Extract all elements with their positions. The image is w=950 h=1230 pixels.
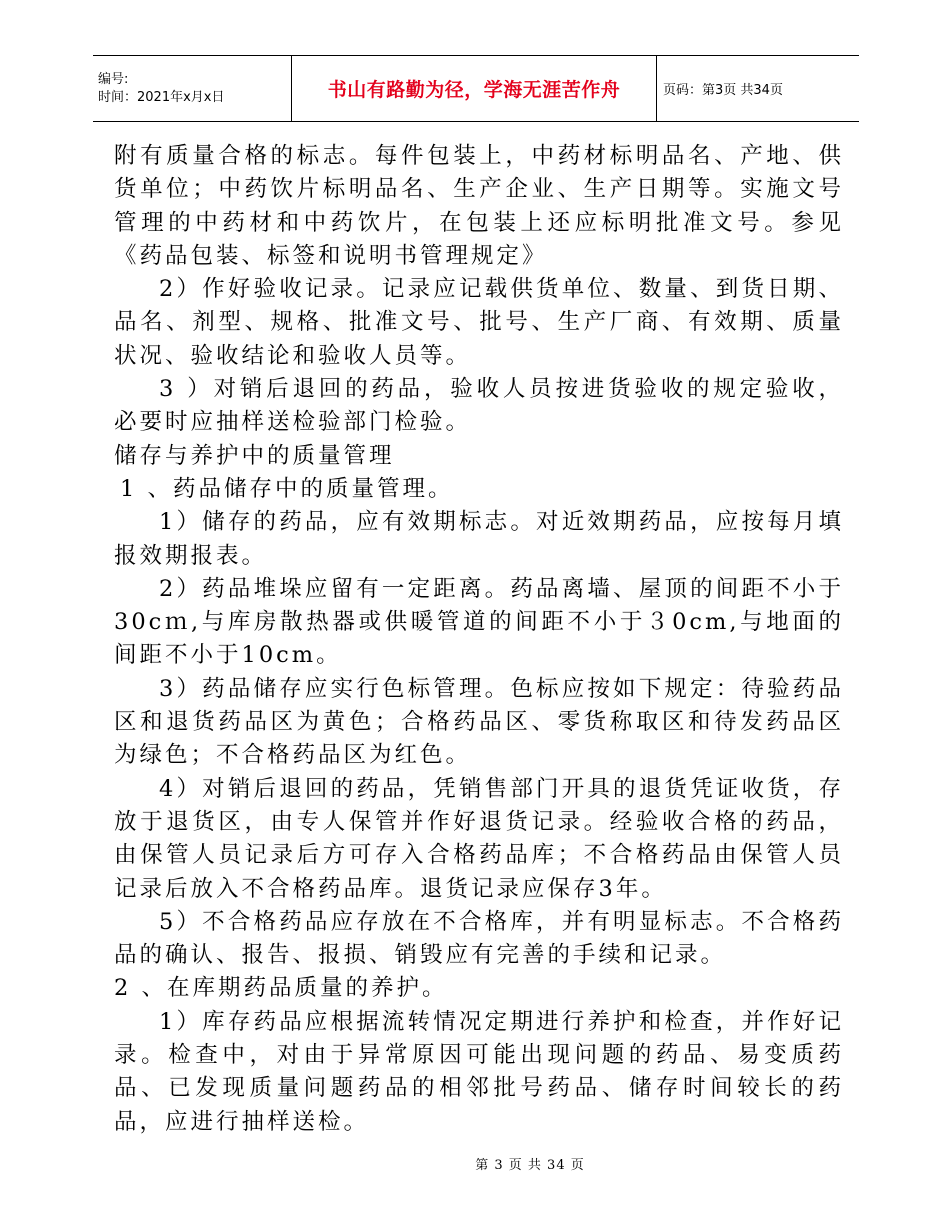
subsection-heading: 1 、药品储存中的质量管理。 [120, 475, 454, 502]
paragraph: 2）作好验收记录。记录应记载供货单位、数量、到货日期、品名、剂型、规格、批准文号、批号、生产厂商、有效期、质量状况、验收结论和验收人员等。 [114, 276, 844, 369]
paragraph: 3）药品储存应实行色标管理。色标应按如下规定：待验药品区和退货药品区为黄色；合格药品区、零货称取区和待发药品区为绿色；不合格药品区为红色。 [114, 675, 844, 769]
page-header [93, 55, 859, 122]
paragraph: 3 ）对销后退回的药品，验收人员按进货验收的规定验收，必要时应抽样送检验部门检验。 [114, 376, 844, 436]
header-motto: 书山有路勤为径，学海无涯苦作舟 [327, 79, 621, 101]
subsection-heading: 2 、在库期药品质量的养护。 [114, 975, 448, 1002]
document-body [114, 140, 844, 1139]
paragraph: 4）对销后退回的药品，凭销售部门开具的退货凭证收货，存放于退货区，由专人保管并作好退货记录。经验收合格的药品，由保管人员记录后方可存入合格药品库；不合格药品由保管人员记录后放入不合格药品库。退货记录应保存3年。 [114, 775, 844, 902]
header-page-info: 页码：第3页 共34页 [657, 56, 860, 122]
header-meta [93, 56, 292, 122]
page-footer: 第 3 页 共 34 页 [475, 1158, 585, 1173]
paragraph: 5）不合格药品应存放在不合格库，并有明显标志。不合格药品的确认、报告、报损、销毁应有完善的手续和记录。 [114, 908, 844, 969]
header-motto-cell [292, 56, 657, 122]
paragraph: 2）药品堆垛应留有一定距离。药品离墙、屋顶的间距不小于30cｍ,与库房散热器或供暖管道的间距不小于３0cm,与地面的间距不小于10cm。 [114, 575, 844, 669]
paragraph: 1）库存药品应根据流转情况定期进行养护和检查，并作好记录。检查中，对由于异常原因可能出现问题的药品、易变质药品、已发现质量问题药品的相邻批号药品、储存时间较长的药品，应进行抽样送检。 [114, 1008, 844, 1135]
paragraph: 1）储存的药品，应有效期标志。对近效期药品，应按每月填报效期报表。 [114, 509, 844, 569]
section-heading: 储存与养护中的质量管理 [114, 442, 395, 469]
document-time: 时间：2021年x月x日 [98, 89, 225, 105]
paragraph: 附有质量合格的标志。每件包装上，中药材标明品名、产地、供货单位；中药饮片标明品名、生产企业、生产日期等。实施文号管理的中药材和中药饮片，在包装上还应标明批准文号。参见《药品包装、标签和说明书管理规定》 [114, 143, 844, 269]
document-number-label: 编号: [98, 71, 129, 87]
